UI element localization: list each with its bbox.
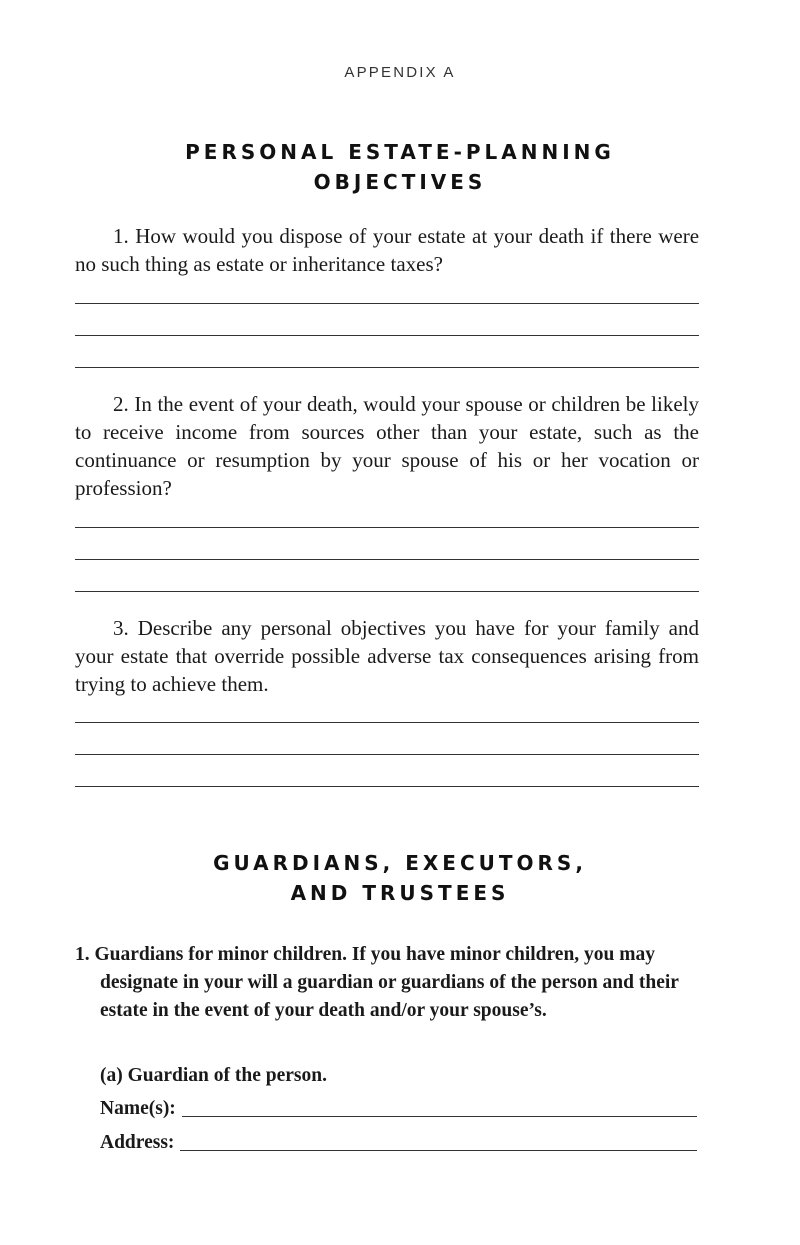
guardians-item-text	[75, 941, 699, 1025]
question-text: How would you dispose of your estate at your death if there were no such thing as estate or inheritance taxes?	[75, 224, 700, 276]
answer-line[interactable]	[75, 367, 699, 368]
question-number: 2.	[113, 392, 129, 416]
item-number: 1.	[75, 944, 90, 965]
running-head: APPENDIX A	[344, 64, 456, 81]
question-1	[75, 222, 699, 278]
question-2	[75, 390, 699, 502]
answer-line[interactable]	[75, 786, 699, 787]
question-text: In the event of your death, would your spouse or children be likely to receive income from sources other than your estate, such as the continuance or resumption by your spouse of his or her vocation or profession?	[75, 392, 700, 500]
address-field[interactable]	[100, 1129, 697, 1157]
section-title-line: GUARDIANS, EXECUTORS,	[213, 851, 587, 875]
names-fill-line[interactable]	[182, 1115, 697, 1117]
names-label: Name(s):	[100, 1098, 176, 1119]
answer-line[interactable]	[75, 591, 699, 592]
section-title-line: PERSONAL ESTATE-PLANNING	[185, 140, 615, 164]
address-label: Address:	[100, 1132, 175, 1153]
names-field[interactable]	[100, 1095, 697, 1123]
answer-line[interactable]	[75, 559, 699, 560]
question-text: Describe any personal objectives you have for your family and your estate that override possible adverse tax consequences arising from trying to achieve them.	[75, 616, 699, 696]
answer-line[interactable]	[75, 303, 699, 304]
answer-line[interactable]	[75, 722, 699, 723]
guardians-item-1	[75, 941, 699, 1025]
answer-line[interactable]	[75, 527, 699, 528]
section-title-line: OBJECTIVES	[313, 170, 487, 194]
section-title-line: AND TRUSTEES	[290, 881, 510, 905]
item-body: Guardians for minor children. If you have minor children, you may designate in your will a guardian or guardians of the person and their estate in the event of your death and/or your spouse’s.	[94, 944, 679, 1021]
section-title-objectives	[0, 137, 800, 197]
question-number: 3.	[113, 616, 129, 640]
answer-line[interactable]	[75, 754, 699, 755]
section-title-guardians	[0, 848, 800, 908]
address-fill-line[interactable]	[180, 1149, 697, 1151]
guardian-of-person-subheading: (a) Guardian of the person.	[100, 1065, 327, 1086]
question-3	[75, 614, 699, 698]
question-number: 1.	[113, 224, 129, 248]
answer-line[interactable]	[75, 335, 699, 336]
